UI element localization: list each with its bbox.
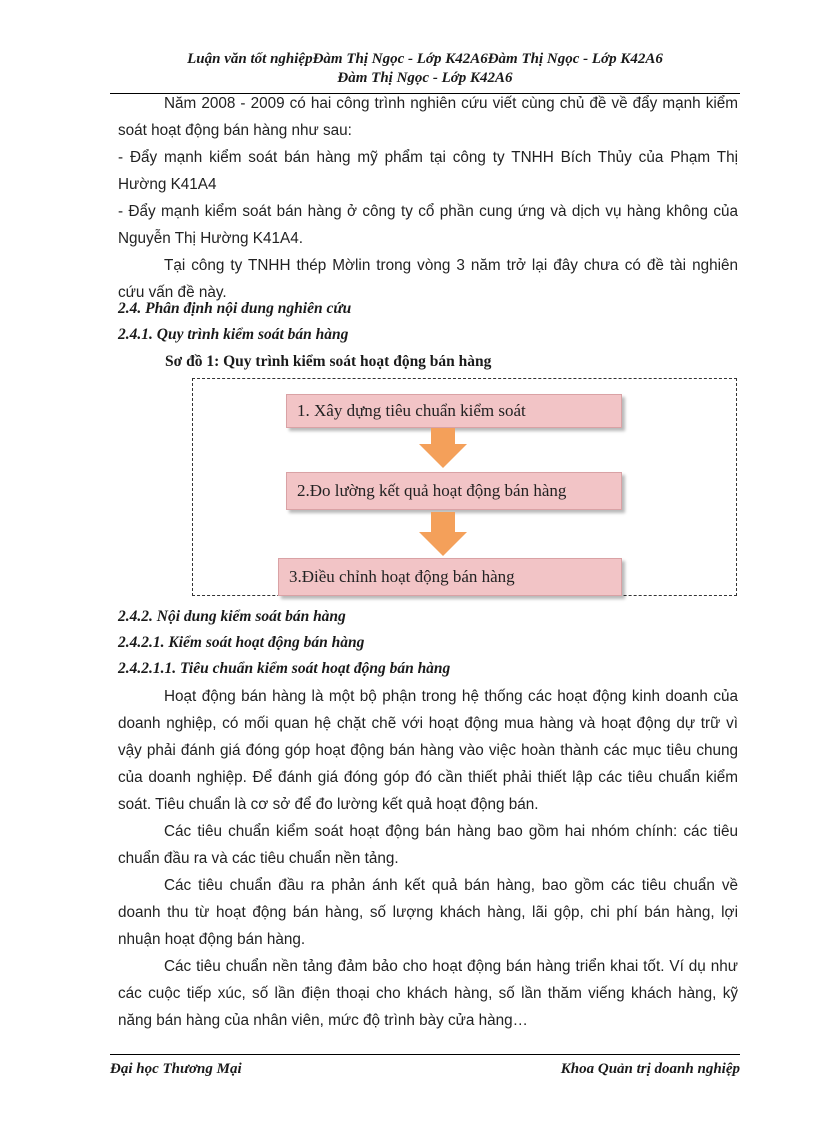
header-line-2: Đàm Thị Ngọc - Lớp K42A6 — [337, 70, 513, 86]
page-footer — [110, 1054, 740, 1078]
arrow-2-shape — [419, 512, 467, 556]
intro-paragraph-4: Tại công ty TNHH thép Mờlin trong vòng 3 năm trở lại đây chưa có đề tài nghiên cứu vấn đề này. — [118, 257, 738, 301]
diagram-title: Sơ đồ 1: Quy trình kiểm soát hoạt động bán hàng — [165, 353, 492, 370]
intro-paragraph-3: - Đẩy mạnh kiểm soát bán hàng ở công ty cổ phần cung ứng và dịch vụ hàng không của Nguyễn Thị Hường K41A4. — [118, 203, 738, 247]
page-header — [110, 50, 740, 94]
down-arrow-icon — [419, 512, 467, 558]
arrow-1-shape — [419, 428, 467, 468]
content-section — [118, 683, 738, 1034]
heading-2-4-1: 2.4.1. Quy trình kiểm soát bán hàng — [118, 326, 349, 343]
intro-paragraph-2: - Đẩy mạnh kiểm soát bán hàng mỹ phẩm tại công ty TNHH Bích Thủy của Phạm Thị Hường K41A4 — [118, 149, 738, 193]
content-paragraph-1: Hoạt động bán hàng là một bộ phận trong hệ thống các hoạt động kinh doanh của doanh nghiệp, có mối quan hệ chặt chẽ với hoạt động mua hàng và hoạt động dự trữ vì vậy phải đánh giá đóng góp hoạt động bán hàng vào việc hoàn thành các mục tiêu chung của doanh nghiệp. Để đánh giá đóng góp đó cần thiết phải thiết lập các tiêu chuẩn kiểm soát. Tiêu chuẩn là cơ sở để đo lường kết quả hoạt động bán. — [118, 688, 738, 813]
diagram-step-1: 1. Xây dựng tiêu chuẩn kiểm soát — [286, 394, 622, 428]
down-arrow-icon — [419, 428, 467, 470]
intro-paragraph-1: Năm 2008 - 2009 có hai công trình nghiên cứu viết cùng chủ đề về đẩy mạnh kiểm soát hoạt động bán hàng như sau: — [118, 95, 738, 139]
diagram-step-2: 2.Đo lường kết quả hoạt động bán hàng — [286, 472, 622, 510]
heading-2-4-2: 2.4.2. Nội dung kiểm soát bán hàng — [118, 608, 346, 625]
content-paragraph-3: Các tiêu chuẩn đầu ra phản ánh kết quả bán hàng, bao gồm các tiêu chuẩn về doanh thu từ hoạt động bán hàng, số lượng khách hàng, lãi gộp, chi phí bán hàng, lợi nhuận hoạt động bán hàng. — [118, 877, 738, 948]
heading-2-4-2-1: 2.4.2.1. Kiểm soát hoạt động bán hàng — [118, 634, 365, 651]
diagram-step-3: 3.Điều chỉnh hoạt động bán hàng — [278, 558, 622, 596]
header-line-1: Luận văn tốt nghiệpĐàm Thị Ngọc - Lớp K42A6Đàm Thị Ngọc - Lớp K42A6 — [187, 51, 663, 67]
intro-section — [118, 90, 738, 306]
content-paragraph-4: Các tiêu chuẩn nền tảng đảm bảo cho hoạt động bán hàng triển khai tốt. Ví dụ như các cuộc tiếp xúc, số lần điện thoại cho khách hàng, số lần thăm viếng khách hàng, kỹ năng bán hàng của nhân viên, mức độ trình bày cửa hàng… — [118, 958, 738, 1029]
heading-2-4-2-1-1: 2.4.2.1.1. Tiêu chuẩn kiểm soát hoạt động bán hàng — [118, 660, 451, 677]
footer-left: Đại học Thương Mại — [110, 1061, 242, 1077]
content-paragraph-2: Các tiêu chuẩn kiểm soát hoạt động bán hàng bao gồm hai nhóm chính: các tiêu chuẩn đầu ra và các tiêu chuẩn nền tảng. — [118, 823, 738, 867]
footer-right: Khoa Quản trị doanh nghiệp — [560, 1061, 740, 1077]
heading-2-4: 2.4. Phân định nội dung nghiên cứu — [118, 300, 352, 317]
